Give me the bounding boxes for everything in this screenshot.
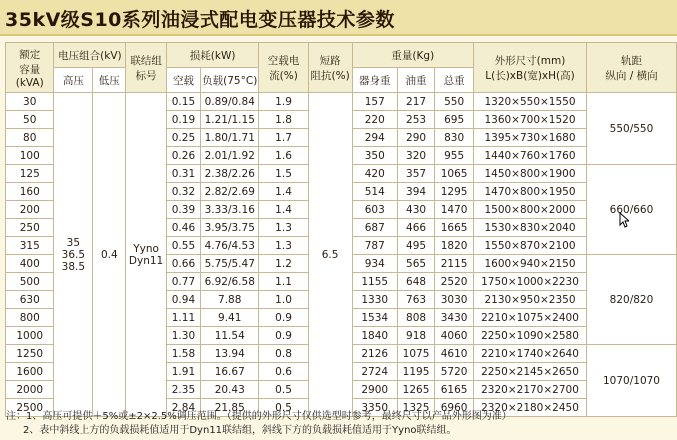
header-low-voltage: 低压 [93,68,126,93]
capacity-cell: 500 [6,273,54,291]
load-loss-cell: 9.41 [201,309,259,327]
dimensions-cell: 1600×940×2150 [474,255,587,273]
header-oil-weight: 油重 [397,68,434,93]
load-loss-cell: 16.67 [201,363,259,381]
capacity-cell: 80 [6,129,54,147]
load-loss-cell: 6.92/6.58 [201,273,259,291]
no-load-current-cell: 0.5 [259,399,308,417]
no-load-loss-cell: 0.19 [166,111,200,129]
mouse-cursor-icon [619,212,629,228]
oil-weight-cell: 394 [397,183,434,201]
load-loss-cell: 11.54 [201,327,259,345]
gauge-cell: 820/820 [586,255,676,345]
body-weight-cell: 787 [352,237,397,255]
no-load-loss-cell: 0.46 [166,219,200,237]
total-weight-cell: 6960 [435,399,474,417]
load-loss-cell: 2.82/2.69 [201,183,259,201]
no-load-current-cell: 1.3 [259,219,308,237]
body-weight-cell: 1840 [352,327,397,345]
total-weight-cell: 3030 [435,291,474,309]
header-no-load-current-line1: 空载电 [267,54,300,67]
body-weight-cell: 1155 [352,273,397,291]
title-bar [0,0,677,36]
total-weight-cell: 830 [435,129,474,147]
load-loss-cell: 2.01/1.92 [201,147,259,165]
header-gauge-line1: 轨距 [620,54,642,67]
capacity-cell: 250 [6,219,54,237]
no-load-loss-cell: 1.11 [166,309,200,327]
no-load-loss-cell: 0.31 [166,165,200,183]
oil-weight-cell: 290 [397,129,434,147]
dimensions-cell: 2130×950×2350 [474,291,587,309]
load-loss-cell: 3.33/3.16 [201,201,259,219]
connection-group-value: Dyn11 [128,254,164,267]
body-weight-cell: 934 [352,255,397,273]
load-loss-cell: 7.88 [201,291,259,309]
total-weight-cell: 4610 [435,345,474,363]
body-weight-cell: 1330 [352,291,397,309]
no-load-loss-cell: 0.77 [166,273,200,291]
capacity-cell: 30 [6,93,54,111]
no-load-loss-cell: 0.94 [166,291,200,309]
dimensions-cell: 1470×800×1950 [474,183,587,201]
oil-weight-cell: 495 [397,237,434,255]
oil-weight-cell: 648 [397,273,434,291]
total-weight-cell: 3430 [435,309,474,327]
oil-weight-cell: 1265 [397,381,434,399]
low-voltage-cell: 0.4 [93,93,126,417]
capacity-cell: 50 [6,111,54,129]
no-load-current-cell: 1.0 [259,291,308,309]
total-weight-cell: 2520 [435,273,474,291]
oil-weight-cell: 918 [397,327,434,345]
header-weight: 重量(Kg) [352,43,473,68]
dimensions-cell: 2320×2180×2450 [474,399,587,417]
total-weight-cell: 1665 [435,219,474,237]
load-loss-cell: 0.89/0.84 [201,93,259,111]
no-load-loss-cell: 1.91 [166,363,200,381]
header-impedance-line1: 短路 [319,54,341,67]
header-no-load-current-line2: 流(%) [269,69,298,82]
oil-weight-cell: 357 [397,165,434,183]
dimensions-cell: 1440×760×1760 [474,147,587,165]
oil-weight-cell: 565 [397,255,434,273]
dimensions-cell: 2250×1090×2580 [474,327,587,345]
load-loss-cell: 20.43 [201,381,259,399]
table-row [6,93,677,111]
no-load-current-cell: 1.9 [259,93,308,111]
dimensions-cell: 1360×700×1520 [474,111,587,129]
body-weight-cell: 1534 [352,309,397,327]
load-loss-cell: 1.21/1.15 [201,111,259,129]
gauge-cell: 660/660 [586,165,676,255]
oil-weight-cell: 466 [397,219,434,237]
header-no-load: 空载 [166,68,200,93]
body-weight-cell: 514 [352,183,397,201]
capacity-cell: 1250 [6,345,54,363]
footnote-1: 注：1、高压可提供＋5%或±2×2.5%调压范围。（提供的外形尺寸仅供选型时参考，最终尺寸以产品外形图为准） [6,411,512,422]
capacity-cell: 100 [6,147,54,165]
header-loss: 损耗(kW) [166,43,259,68]
footnotes [6,410,512,438]
capacity-cell: 1000 [6,327,54,345]
header-no-load-current [259,43,308,93]
no-load-current-cell: 1.4 [259,183,308,201]
header-rated-capacity-line3: (kVA) [15,76,44,89]
no-load-loss-cell: 0.39 [166,201,200,219]
oil-weight-cell: 808 [397,309,434,327]
no-load-loss-cell: 0.55 [166,237,200,255]
dimensions-cell: 2210×1740×2640 [474,345,587,363]
footnote-2: 2、表中斜线上方的负载损耗值适用于Dyn11联结组，斜线下方的负载损耗值适用于Yyno联结组。 [23,425,457,436]
dimensions-cell: 1500×800×2000 [474,201,587,219]
no-load-current-cell: 1.2 [259,255,308,273]
total-weight-cell: 5720 [435,363,474,381]
body-weight-cell: 603 [352,201,397,219]
header-gauge-line2: 纵向 / 横向 [605,69,658,82]
no-load-current-cell: 0.9 [259,327,308,345]
oil-weight-cell: 1195 [397,363,434,381]
capacity-cell: 125 [6,165,54,183]
total-weight-cell: 1470 [435,201,474,219]
header-connection-group-line1: 联结组 [130,54,162,67]
total-weight-cell: 550 [435,93,474,111]
header-rated-capacity [6,43,54,93]
dimensions-cell: 1395×730×1680 [474,129,587,147]
no-load-current-cell: 0.8 [259,345,308,363]
body-weight-cell: 157 [352,93,397,111]
header-dimensions-line1: 外形尺寸(mm) [494,54,566,67]
total-weight-cell: 6165 [435,381,474,399]
load-loss-cell: 5.75/5.47 [201,255,259,273]
total-weight-cell: 955 [435,147,474,165]
load-loss-cell: 4.76/4.53 [201,237,259,255]
body-weight-cell: 220 [352,111,397,129]
total-weight-cell: 2115 [435,255,474,273]
no-load-loss-cell: 0.66 [166,255,200,273]
body-weight-cell: 294 [352,129,397,147]
no-load-loss-cell: 2.35 [166,381,200,399]
oil-weight-cell: 320 [397,147,434,165]
oil-weight-cell: 253 [397,111,434,129]
no-load-loss-cell: 0.32 [166,183,200,201]
dimensions-cell: 2320×2170×2700 [474,381,587,399]
body-weight-cell: 3350 [352,399,397,417]
header-total-weight: 总重 [435,68,474,93]
capacity-cell: 2000 [6,381,54,399]
total-weight-cell: 1065 [435,165,474,183]
connection-group-cell [126,93,167,417]
capacity-cell: 400 [6,255,54,273]
no-load-current-cell: 0.6 [259,363,308,381]
dimensions-cell: 1550×870×2100 [474,237,587,255]
capacity-cell: 800 [6,309,54,327]
dimensions-cell: 2250×2145×2650 [474,363,587,381]
body-weight-cell: 687 [352,219,397,237]
header-impedance [308,43,352,93]
header-dimensions-line2: L(长)xB(宽)xH(高) [485,69,575,82]
no-load-current-cell: 0.5 [259,381,308,399]
capacity-cell: 2500 [6,399,54,417]
body-weight-cell: 350 [352,147,397,165]
high-voltage-cell [54,93,93,417]
high-voltage-value: 36.5 [61,248,86,261]
dimensions-cell: 1750×1000×2230 [474,273,587,291]
header-body-weight: 器身重 [352,68,397,93]
header-connection-group [126,43,167,93]
impedance-cell: 6.5 [308,93,352,417]
capacity-cell: 200 [6,201,54,219]
dimensions-cell: 1530×830×2040 [474,219,587,237]
parameter-table [5,42,677,417]
capacity-cell: 630 [6,291,54,309]
body-weight-cell: 2724 [352,363,397,381]
no-load-current-cell: 1.4 [259,201,308,219]
no-load-current-cell: 0.9 [259,309,308,327]
header-impedance-line2: 阻抗(%) [310,69,350,82]
header-rated-capacity-line2: 容量 [19,63,41,76]
dimensions-cell: 1450×800×1900 [474,165,587,183]
total-weight-cell: 1295 [435,183,474,201]
no-load-current-cell: 1.5 [259,165,308,183]
total-weight-cell: 4060 [435,327,474,345]
dimensions-cell: 2210×1075×2400 [474,309,587,327]
no-load-loss-cell: 0.25 [166,129,200,147]
total-weight-cell: 695 [435,111,474,129]
capacity-cell: 315 [6,237,54,255]
high-voltage-value: 38.5 [61,260,86,273]
no-load-current-cell: 1.1 [259,273,308,291]
load-loss-cell: 1.80/1.71 [201,129,259,147]
body-weight-cell: 420 [352,165,397,183]
header-dimensions [474,43,587,93]
header-high-voltage: 高压 [54,68,93,93]
load-loss-cell: 13.94 [201,345,259,363]
header-load: 负载(75°C) [201,68,259,93]
header-rated-capacity-line1: 额定 [19,48,41,61]
body-weight-cell: 2126 [352,345,397,363]
body-weight-cell: 2900 [352,381,397,399]
capacity-cell: 160 [6,183,54,201]
no-load-current-cell: 1.7 [259,129,308,147]
no-load-loss-cell: 0.26 [166,147,200,165]
load-loss-cell: 21.85 [201,399,259,417]
header-gauge [586,43,676,93]
oil-weight-cell: 1075 [397,345,434,363]
total-weight-cell: 1820 [435,237,474,255]
no-load-loss-cell: 2.84 [166,399,200,417]
connection-group-value: Yyno [133,242,159,255]
oil-weight-cell: 217 [397,93,434,111]
gauge-cell: 550/550 [586,93,676,165]
header-connection-group-line2: 标号 [135,69,157,82]
header-voltage-combo: 电压组合(kV) [54,43,126,68]
load-loss-cell: 2.38/2.26 [201,165,259,183]
no-load-current-cell: 1.8 [259,111,308,129]
load-loss-cell: 3.95/3.75 [201,219,259,237]
oil-weight-cell: 1325 [397,399,434,417]
oil-weight-cell: 763 [397,291,434,309]
no-load-current-cell: 1.6 [259,147,308,165]
oil-weight-cell: 430 [397,201,434,219]
high-voltage-value: 35 [66,236,81,249]
no-load-loss-cell: 1.58 [166,345,200,363]
gauge-cell: 1070/1070 [586,345,676,417]
no-load-loss-cell: 1.30 [166,327,200,345]
no-load-loss-cell: 0.15 [166,93,200,111]
capacity-cell: 1600 [6,363,54,381]
no-load-current-cell: 1.3 [259,237,308,255]
dimensions-cell: 1320×550×1550 [474,93,587,111]
page-title: 35kV级S10系列油浸式配电变压器技术参数 [5,9,395,31]
